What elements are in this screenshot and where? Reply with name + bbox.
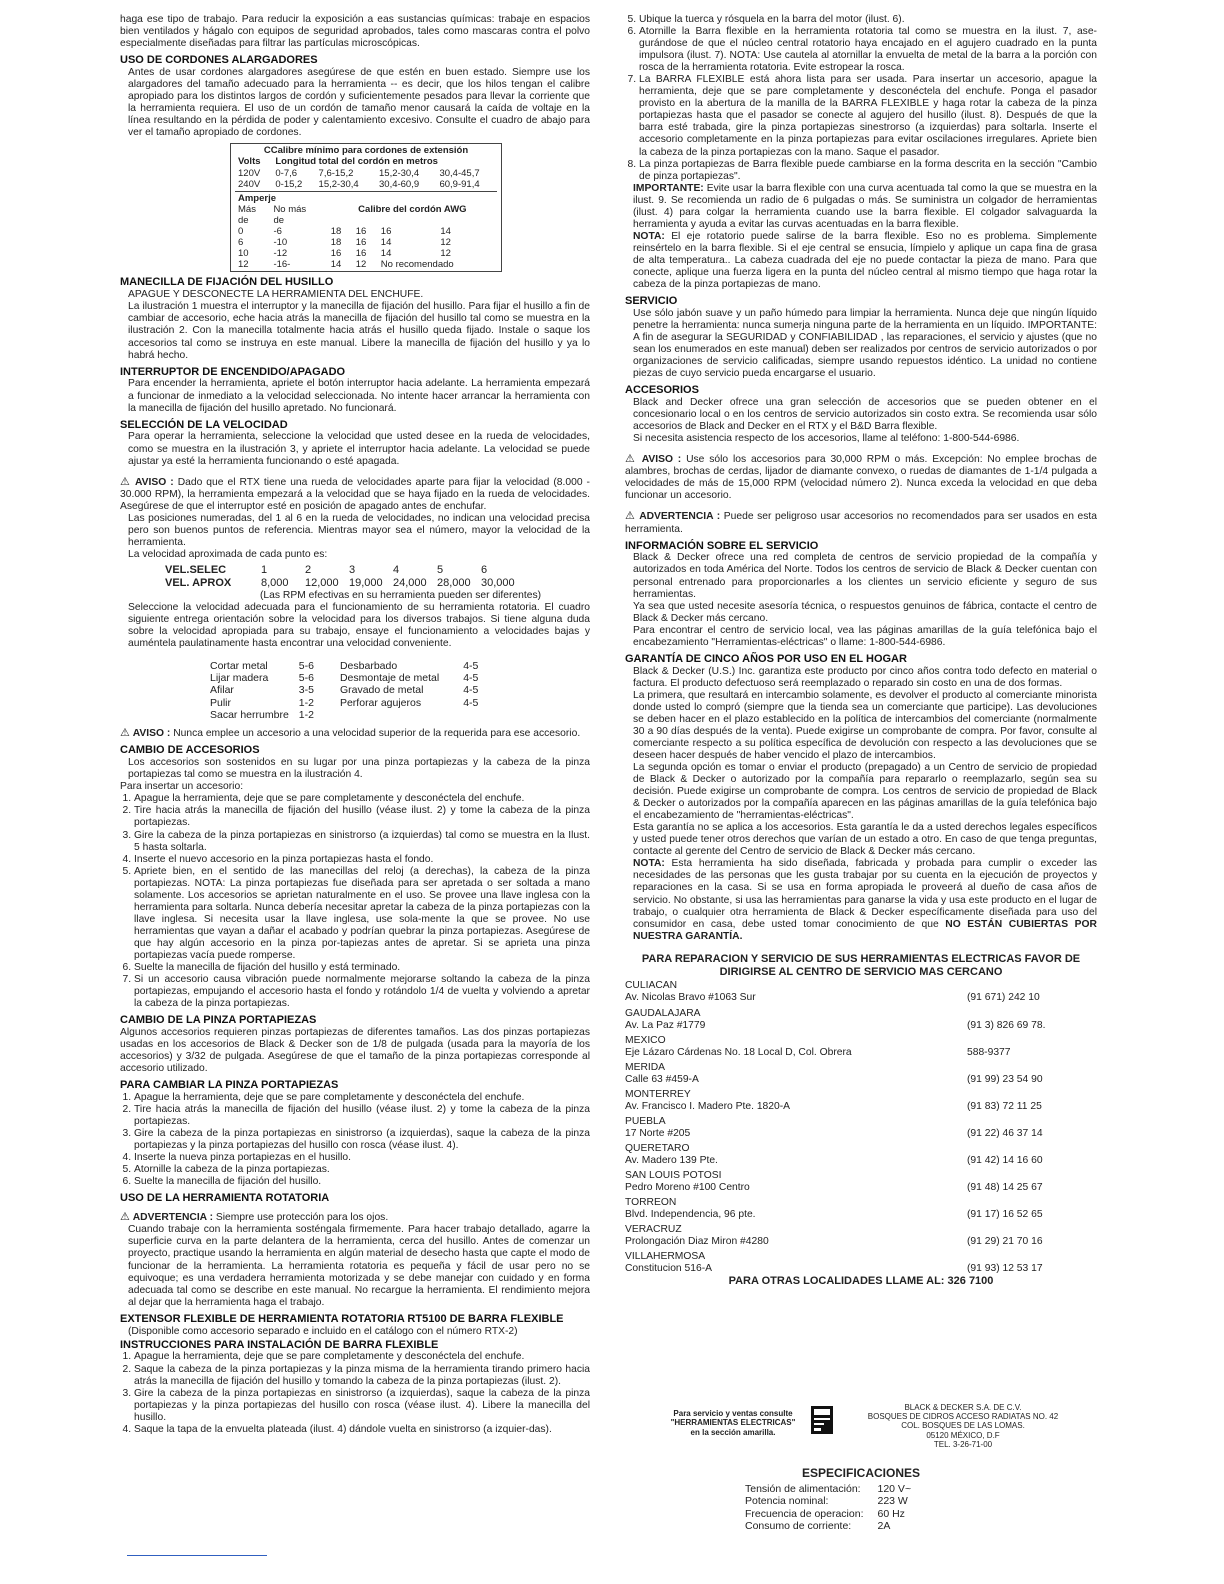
center-address: Blvd. Independencia, 96 pte. <box>625 1209 756 1221</box>
cell: 4-5 <box>463 684 479 697</box>
positions-paragraph: Las posiciones numeradas, del 1 al 6 en la rueda de velocidades, no indican una velocidad precisa pero son buenos puntos de referencia. Mientras mayor sea el número, mayor la velocidad de la herramienta. <box>128 512 590 548</box>
cell: 12,000 <box>305 576 339 589</box>
center-phone: (91 671) 242 10 <box>967 992 1040 1004</box>
de-label: de <box>238 214 249 226</box>
extensor-subtitle: (Disponible como accesorio separado e incluido en el catálogo con el número RTX-2) <box>128 1325 518 1337</box>
vel-selec-row <box>165 564 521 577</box>
cell: 28,000 <box>437 576 471 589</box>
address-line: COL. BOSQUES DE LAS LOMAS. <box>901 1421 1025 1431</box>
app-row <box>210 660 488 672</box>
advertencia-label: ADVERTENCIA : <box>132 1212 214 1224</box>
nota-paragraph <box>625 231 1097 291</box>
amp-row <box>235 226 497 237</box>
service-paragraph: Use sólo jabón suave y un paño húmedo para limpiar la herramienta. Nunca deje que ningún líquido penetre la herramienta: nunca sumerja ninguna parte de la herramienta en un líquido. IMPORTANTE: A fin de asegurar la SEGURIDAD y CONFIABILIDAD , las reparaciones, el servicio y ajustes (que no sean los enumerados en este manual) deben ser realizados por centros de servicio autorizados o por organizaciones de servicio calificadas, siempre usando repuestos idéntico. La unidad no contiene piezas de cuyo servicio pueda encargarse el usuario. <box>633 307 1097 380</box>
footer-address <box>848 1403 1078 1449</box>
center-phone: 588-9377 <box>967 1046 1011 1058</box>
volt-row <box>235 168 497 179</box>
center-phone: (91 93) 12 53 17 <box>967 1263 1043 1275</box>
importante-text: Evite usar la barra flexible con una curva acentuada tal como la que se muestra en la ilust. 9. Se recomienda un radio de 6 pulgadas o más. Se suministra un colgador de herramientas (ilust. 4) para colgar la herramienta cuando use la barra flexible. El colgador salvaguarda la herramienta y ayuda a evitar las curvas acentuadas en la barra flexible. <box>633 182 1097 230</box>
cell: Desbarbado <box>339 659 398 672</box>
cell: 19,000 <box>349 576 383 589</box>
warranty-paragraph: La primera, que resultará en intercambio solamente, es devolver el producto al comerciante minorista donde usted lo compró (siempre que la tienda sea un comerciante que participe). Las devoluciones se deben hacer en el plazo establecido en la política de intercambios del comerciante (normalmente 30 a 90 días después de la venta). Puede exigirse un comprobante de compra. Por favor, consulte al comerciante respecto a su política específica de devolución con respecto a las devoluciones que se deseen hacer después de haber vencido el plazo de intercambios. <box>633 689 1097 761</box>
cell: 1 <box>261 563 268 576</box>
cell: 1-2 <box>298 696 314 709</box>
cord-table-title: CCalibre mínimo para cordones de extensión <box>263 145 469 157</box>
spec-row <box>745 1483 925 1495</box>
spec-value: 60 Hz <box>877 1507 905 1520</box>
cell: 5 <box>437 563 444 576</box>
cell: 5-6 <box>298 672 314 685</box>
amp-row <box>235 237 497 248</box>
speed-heading: SELECCIÓN DE LA VELOCIDAD <box>120 418 288 431</box>
install-steps-list <box>120 1351 590 1435</box>
center-address: Eje Lázaro Cárdenas No. 18 Local D, Col. Obrera <box>625 1046 852 1058</box>
cell: 4-5 <box>463 672 479 685</box>
spec-row <box>745 1495 925 1507</box>
nota-paragraph <box>625 858 1097 942</box>
cell: Pulir <box>210 696 232 709</box>
list-item: 4. Saque la tapa de la envuelta plateada (ilust. 4) dándole vuelta en sinistrorso (a izquier-das). <box>134 1424 590 1436</box>
spec-label: Potencia nominal: <box>745 1495 829 1508</box>
specifications-heading: ESPECIFICACIONES <box>801 1466 921 1480</box>
warning-icon: ⚠ <box>120 727 130 740</box>
length-header: Longitud total del cordón en metros <box>275 156 438 168</box>
left-column <box>120 14 590 1436</box>
collet-steps-list <box>120 1092 590 1188</box>
app-row <box>210 697 488 709</box>
warranty-paragraph: Black & Decker (U.S.) Inc. garantiza este producto por cinco años contra todo defecto en material o factura. El producto defectuoso será reemplazado o reparado sin costo en una de dos formas. <box>633 665 1097 689</box>
nota-text: Esta herramienta ha sido diseñada, fabricada y probada para cumplir o exceder las necesidades de las personas que les gusta trabajar por su cuenta en la ejecución de proyectos y reparaciones en la casa. Si se usa en forma apropiada le proveerá al dueño de casa años de servicio. No obstante, si usa las herramientas para ganarse la vida y usa este producto en el lugar de trabajo, o cualquier otra herramienta de Black & Decker específicamente diseñada para uso del consumidor en casa, debe usted tomar conocimiento de que <box>633 858 1097 930</box>
amp-header: Amperje <box>238 192 277 204</box>
vel-aprox-label: VEL. APROX <box>165 576 232 589</box>
center-address: 17 Norte #205 <box>625 1127 691 1139</box>
center-row <box>625 1209 1097 1221</box>
install-steps-list-cont <box>625 14 1097 183</box>
center-city: PUEBLA <box>625 1115 666 1127</box>
spec-value: 223 W <box>877 1495 908 1508</box>
switch-heading: INTERRUPTOR DE ENCENDIDO/APAGADO <box>120 365 346 378</box>
warranty-heading: GARANTÍA DE CINCO AÑOS POR USO EN EL HOGAR <box>625 652 907 665</box>
app-row <box>210 672 488 684</box>
list-item: 5. Ubique la tuerca y rósquela en la barra del motor (ilust. 6). <box>639 14 1097 26</box>
nota-text: El eje rotatorio puede salirse de la barra flexible. Eso no es problema. Simplemente reinsértelo en la barra flexible. Si el eje central se ensucia, límpielo y aplique un capa fina de grasa de alta temperatura.. La cabeza cuadrada del eje no puede contactar la pieza de mano. Para que conecte, aplique una fuerza ligera en la punta del núcleo central al mismo tiempo que haga rotar la cabeza de la pinza portapiezas de mano. <box>633 230 1097 291</box>
accessories-paragraph: Black and Decker ofrece una gran selección de accesorios que se pueden obtener en el concesionario local o en los centros de servicio autorizados sin costo extra. Se recomienda usar sólo accesorios de Black and Decker en el RTX y el B&D Barra flexible. <box>633 397 1097 433</box>
cell: 6 <box>481 563 488 576</box>
cell: Cortar metal <box>210 659 268 672</box>
list-item: 4. Inserte la nueva pinza portapiezas en el husillo. <box>134 1152 590 1164</box>
list-item: 3. Gire la cabeza de la pinza portapiezas en sinistrorso (a izquierdas), saque la cabeza de la pinza portapiezas y la pinza portapiezas del husillo con rosca (véase ilust. 4). <box>134 1128 590 1152</box>
cord-gauge-table <box>230 143 502 272</box>
center-row <box>625 1020 1097 1032</box>
cell: 16 <box>355 237 367 249</box>
cell: 30,4-45,7 <box>439 167 480 179</box>
cell: 18 <box>330 237 342 249</box>
cell: 14 <box>380 248 392 260</box>
cell: 24,000 <box>393 576 427 589</box>
cell: 10 <box>238 248 249 260</box>
cell: -12 <box>273 248 288 260</box>
warning-icon: ⚠ <box>625 510 636 523</box>
center-row <box>625 992 1097 1004</box>
advertencia-text: Siempre use protección para los ojos. <box>215 1212 389 1224</box>
center-address: Prolongación Diaz Miron #4280 <box>625 1236 769 1248</box>
cell: 0-15,2 <box>275 178 303 190</box>
right-column <box>625 14 1097 1288</box>
cell: 2 <box>305 563 312 576</box>
cell: Sacar herrumbre <box>210 709 289 722</box>
nota-label: NOTA: <box>633 230 665 242</box>
service-centers-table <box>625 980 1097 1275</box>
divider-line <box>127 1555 267 1556</box>
aviso-label: AVISO : <box>641 454 682 466</box>
list-item: 2. Tire hacia atrás la manecilla de fijación del husillo (véase ilust. 2) y tome la cabeza de la pinza portapiezas. <box>134 1104 590 1128</box>
center-row <box>625 1047 1097 1059</box>
accessories-heading: ACCESORIOS <box>625 384 699 397</box>
repair-heading: PARA REPARACION Y SERVICIO DE SUS HERRAMIENTAS ELECTRICAS FAVOR DE DIRIGIRSE AL CENTRO DE SERVICIO MAS CERCANO <box>641 952 1081 978</box>
use-paragraph: Cuando trabaje con la herramienta sosténgala firmemente. Para hacer trabajo detallado, agarre la superficie curva en la parte delantera de la herramienta, cerca del husillo. Antes de comenzar un proyecto, practique usando la herramienta en algún material de desecho hasta que capte el modo de funcionar de la herramienta. La herramienta rotatoria es pequeña y fácil de usar pero no se equivoque; es una verdadera herramienta motorizada y se debe manejar con cuidado y en forma adecuada tal como se describe en este manual. No recargue la herramienta. El rendimiento mejora al dejar que la herramienta haga el trabajo. <box>128 1224 590 1308</box>
center-city: QUERETARO <box>625 1143 690 1154</box>
insert-line: Para insertar un accesorio: <box>120 781 244 793</box>
cell: 14 <box>380 237 392 249</box>
advertencia-label: ADVERTENCIA : <box>639 511 721 523</box>
vel-aprox-row <box>165 577 521 590</box>
cell: 7,6-15,2 <box>318 167 354 179</box>
acc-change-heading: CAMBIO DE ACCESORIOS <box>120 744 260 757</box>
advertencia-paragraph <box>120 1211 590 1224</box>
center-row <box>625 1236 1097 1248</box>
center-address: Pedro Moreno #100 Centro <box>625 1182 750 1194</box>
center-row <box>625 1155 1097 1167</box>
cell: 60,9-91,4 <box>439 178 480 190</box>
cell: 4-5 <box>463 659 479 672</box>
spec-label: Frecuencia de operacion: <box>745 1507 864 1520</box>
cell: 16 <box>355 226 367 238</box>
amp-row <box>235 259 497 270</box>
list-item: 3. Gire la cabeza de la pinza portapiezas en sinistrorso (a izquierdas) tal como se muestra en la Ilust. 5 hasta soltarla. <box>134 830 590 854</box>
cords-paragraph: Antes de usar cordones alargadores asegúrese de que estén en buen estado. Siempre use los alargadores del tamaño adecuado para la herramienta -- es decir, que los hilos tengan el calibre apropiado para los distintos largos de cordón y suficientemente pesados para llevar la corriente que la herramienta requiera. El uso de un cordón de tamaño menor causará la caída de voltaje en la línea resultando en la pérdida de poder y calentamiento excesivo. Consulte el cuadro de abajo para ver el tamaño apropiado de cordones. <box>128 67 590 139</box>
center-address: Av. Madero 139 Pte. <box>625 1155 718 1167</box>
aviso-label: AVISO : <box>135 476 174 488</box>
cell: 12 <box>440 248 451 260</box>
cell: 120V <box>238 167 261 179</box>
importante-paragraph <box>625 183 1097 231</box>
aviso-paragraph <box>120 727 590 740</box>
specifications-table <box>745 1483 925 1532</box>
cell: Gravado de metal <box>339 684 424 697</box>
center-city: VILLAHERMOSA <box>625 1251 706 1263</box>
service-info-paragraph: Para encontrar el centro de servicio local, vea las páginas amarillas de la guía telefónica bajo el encabezamiento "Herramientas-eléctricas" o llame: 1-800-544-6986. <box>633 624 1097 648</box>
collet-how-heading: PARA CAMBIAR LA PINZA PORTAPIEZAS <box>120 1079 339 1092</box>
aviso-text: Nunca emplee un accesorio a una velocidad superior de la requerida para ese accesorio. <box>173 728 581 740</box>
cell: 0-7,6 <box>275 167 298 179</box>
spindle-heading: MANECILLA DE FIJACIÓN DEL HUSILLO <box>120 276 334 289</box>
cord-volts-table <box>235 156 497 189</box>
list-item: 7. Si un accesorio causa vibración puede normalmente mejorarse soltando la cabeza de la pinza portapiezas, empujando el accesorio hasta el fondo y rotándolo 1/4 de vuelta y volviendo a apretar la cabeza de la pinza portapiezas. <box>134 974 590 1010</box>
cell: 5-6 <box>298 659 314 672</box>
warranty-paragraph: La segunda opción es tomar o enviar el producto (prepagado) a un Centro de servicio de propiedad de Black & Decker o autorizado por la compañía para repararlo o reemplazarlo, según sea su decisión. Puede exigirse un comprobante de compra. Los centros de servicio de propiedad de Black & Decker o autorizados por la compañía aparecen en las páginas amarillas de la guía telefónica bajo el encabezamiento de "herramientas-eléctricas". <box>633 762 1097 822</box>
footer-left-note: Para servicio y ventas consulte "HERRAMIENTAS ELECTRICAS" en la sección amarilla. <box>670 1409 796 1437</box>
rpm-note: (Las RPM efectivas en su herramienta pueden ser diferentes) <box>260 589 542 601</box>
advertencia-text: Puede ser peligroso usar accesorios no recomendados para ser usados en esta herramienta. <box>625 511 1097 535</box>
cell: 15,2-30,4 <box>318 178 359 190</box>
speed-paragraph: Para operar la herramienta, seleccione la velocidad que usted desee en la rueda de velocidades, como se muestra en la ilustración 3, y apriete el interruptor hacia adelante. La velocidad se puede ajustar ya esté la herramienta funcionando o esté apagada. <box>128 431 590 467</box>
center-address: Av. Francisco I. Madero Pte. 1820-A <box>625 1100 791 1112</box>
list-item: 3. Gire la cabeza de la pinza portapiezas en sinistrorso (a izquierdas), saque la cabeza de la pinza portapiezas y la pinza portapiezas del husillo con rosca (véase ilust. 4). Libere la manecilla del husillo. <box>134 1388 590 1424</box>
center-city: MERIDA <box>625 1061 666 1073</box>
vel-selec-label: VEL.SELEC <box>165 563 227 576</box>
list-item: 7. La BARRA FLEXIBLE está ahora lista para ser usada. Para insertar un accesorio, apague la herramienta, deje que se pare completamente y desconéctela del enchufe. Ponga el pasador provisto en la abertura de la manilla de la BARRA FLEXIBLE y haga rotar la cabeza de la pinza portapiezas hasta que el pasador se conecte al agujero del husillo (ilust. 8). Después de que la barra esté trabada, gire la pinza portapiezas sinestrorso (a izquierdas) para soltarla. Inserte el accesorio completamente en la pinza portapiezas para evitar oscilaciones irregulares. Apriete bien la cabeza de la pinza portapiezas con la mano. Saque el pasador. <box>639 74 1097 158</box>
install-heading: INSTRUCCIONES PARA INSTALACIÓN DE BARRA FLEXIBLE <box>120 1338 439 1351</box>
center-city: MEXICO <box>625 1034 666 1046</box>
cell: 16 <box>380 226 392 238</box>
center-city: SAN LOUIS POTOSI <box>625 1170 722 1182</box>
cord-amp-table <box>235 193 497 271</box>
service-info-heading: INFORMACIÓN SOBRE EL SERVICIO <box>625 539 819 552</box>
importante-label: IMPORTANTE: <box>633 182 704 194</box>
list-item: 4. Inserte el nuevo accesorio en la pinza portapiezas hasta el fondo. <box>134 854 590 866</box>
cell: Lijar madera <box>210 672 269 685</box>
speed-table <box>165 564 521 590</box>
spec-value: 2A <box>877 1519 891 1532</box>
cell: 12 <box>355 259 367 271</box>
cell: 240V <box>238 178 261 190</box>
nota-bold-text: NO ESTÁN CUBIERTAS POR NUESTRA GARANTÍA. <box>633 918 1097 942</box>
cell: No recomendado <box>380 259 454 271</box>
cell: Afilar <box>210 684 234 697</box>
center-row <box>625 1128 1097 1140</box>
use-heading: USO DE LA HERRAMIENTA ROTATORIA <box>120 1192 330 1205</box>
warning-icon: ⚠ <box>120 1211 130 1224</box>
list-item: 6. Suelte la manecilla de fijación del husillo y está terminado. <box>134 962 590 974</box>
nomas-label: No más <box>273 203 307 215</box>
cell: 16 <box>330 248 342 260</box>
volt-row <box>235 179 497 190</box>
aviso-label: AVISO : <box>132 728 171 740</box>
cell: Desmontaje de metal <box>339 672 440 685</box>
center-city: VERACRUZ <box>625 1224 682 1236</box>
cell: 18 <box>330 226 342 238</box>
list-item: 1. Apague la herramienta, deje que se pare completamente y desconéctela del enchufe. <box>134 793 590 805</box>
center-phone: (91 22) 46 37 14 <box>967 1127 1043 1139</box>
center-address: Av. Nicolas Bravo #1063 Sur <box>625 992 756 1004</box>
list-item: 1. Apague la herramienta, deje que se pare completamente y desconéctela del enchufe. <box>134 1092 590 1104</box>
center-city: TORREON <box>625 1197 677 1209</box>
acc-steps-list <box>120 793 590 1010</box>
spec-row <box>745 1520 925 1532</box>
center-phone: (91 29) 21 70 16 <box>967 1236 1043 1248</box>
collet-change-heading: CAMBIO DE LA PINZA PORTAPIEZAS <box>120 1014 317 1027</box>
cell: 14 <box>440 226 451 238</box>
center-address: Av. La Paz #1779 <box>625 1019 706 1031</box>
cell: 30,000 <box>481 576 515 589</box>
switch-paragraph: Para encender la herramienta, apriete el botón interruptor hacia adelante. La herramienta empezará a funcionar de inmediato a la velocidad seleccionada. No intente hacer arrancar la herramienta con la manecilla de fijación del husillo apretado. No funcionará. <box>128 378 590 414</box>
list-item: 2. Tire hacia atrás la manecilla de fijación del husillo (véase ilust. 2) y tome la cabeza de la pinza portapiezas. <box>134 805 590 829</box>
applications-table <box>210 660 488 721</box>
spec-row <box>745 1508 925 1520</box>
cell: 1-2 <box>298 709 314 722</box>
center-city: MONTERREY <box>625 1088 691 1100</box>
advertencia-paragraph <box>625 510 1097 535</box>
warning-icon: ⚠ <box>625 453 637 466</box>
address-line: TEL. 3-26-71-00 <box>933 1439 993 1449</box>
cell: 4 <box>393 563 400 576</box>
nota-label: NOTA: <box>633 858 665 870</box>
address-line: BOSQUES DE CIDROS ACCESO RADIATAS NO. 42 <box>867 1412 1059 1422</box>
cell: -10 <box>273 237 288 249</box>
cell: 12 <box>238 259 249 271</box>
spec-value: 120 V~ <box>877 1483 912 1495</box>
intro-paragraph: haga ese tipo de trabajo. Para reducir la exposición a eas sustancias químicas: trabaje en espacios bien ventilados y hágalo con equipos de seguridad aprobados, tales como mascaras contra el polvo especialmente diseñadas para filtrar las partículas microscópicas. <box>120 14 590 50</box>
list-item: 5. Atornille la cabeza de la pinza portapiezas. <box>134 1164 590 1176</box>
center-phone: (91 99) 23 54 90 <box>967 1073 1043 1085</box>
select-paragraph: Seleccione la velocidad adecuada para el funcionamiento de su herramienta rotatoria. El cuadro siguiente entrega orientación sobre la velocidad para los diversos trabajos. Si tiene alguna duda sobre la velocidad apropiada para su trabajo, ensaye el funcionamiento a velocidades bajas y auméntela paulatinamente hasta encontrar una velocidad conveniente. <box>128 601 590 649</box>
spindle-line: APAGUE Y DESCONECTE LA HERRAMIENTA DEL ENCHUFE. <box>128 289 424 301</box>
approx-line: La velocidad aproximada de cada punto es: <box>128 548 328 560</box>
center-row <box>625 1101 1097 1113</box>
phone-book-logo-icon <box>810 1405 834 1435</box>
center-phone: (91 3) 826 69 78. <box>967 1019 1046 1031</box>
collet-change-paragraph: Algunos accesorios requieren pinzas portapiezas de diferentes tamaños. Las dos pinzas portapiezas usadas en los accesorios de Black & Decker son de 1/8 de pulgada (usada para la mayoría de los accesorios) y 3/32 de pulgada. Asegúrese de que el tamaño de la pinza portapiezas corresponde al accesorio utilizado. <box>120 1027 590 1075</box>
aviso-paragraph <box>625 453 1097 502</box>
other-locations-line: PARA OTRAS LOCALIDADES LLAME AL: 326 7100 <box>728 1275 994 1288</box>
cell: 12 <box>440 237 451 249</box>
center-phone: (91 42) 14 16 60 <box>967 1155 1043 1167</box>
list-item: 5. Apriete bien, en el sentido de las manecillas del reloj (a derechas), la cabeza de la pinza portapiezas. NOTA: La pinza portapiezas fue diseñada para ser apretada o ser soltada a mano solamente. Los accesorios se aprietan naturalmente en el uso. Se provee una llave inglesa con la herramienta para soltarla. Nunca debería necesitar apretar la cabeza de la pinza portapiezas con la llave inglesa. Si necesita usar la llave inglesa, use sola-mente la que se provee. No use herramientas que vayan a dañar el acabado y podrían quebrar la pinza portapiezas. Asegúrese de que hay algún accesorio en la pinza por-tapiezas antes de apretar. Si se aprieta una pinza portapiezas vacía puede romperse. <box>134 866 590 962</box>
spec-label: Consumo de corriente: <box>745 1519 852 1532</box>
cell: 15,2-30,4 <box>379 167 420 179</box>
spindle-paragraph: La ilustración 1 muestra el interruptor y la manecilla de fijación del husillo. Para fijar el husillo a fin de cambiar de accesorio, eche hacia atrás la manecilla de fijación del husillo tal como se muestra en la ilustración 2. Con la manecilla totalmente hacia atrás el husillo queda fijado. Instale o saque los accesorios tal como se instruya en este manual. Libere la manecilla de fijación del husillo y ya lo habrá hecho. <box>128 301 590 361</box>
cell: -16- <box>273 259 291 271</box>
spec-label: Tensión de alimentación: <box>745 1483 861 1495</box>
cell: 3-5 <box>298 684 314 697</box>
service-info-paragraph: Black & Decker ofrece una red completa de centros de servicio propiedad de la compañía y autorizados en toda América del Norte. Todos los centros de servicio de Black & Decker cuentan con personal entrenado para proporcionarles a los clientes un servicio eficiente y seguro de sus herramientas. <box>633 552 1097 600</box>
aviso-text: Use sólo los accesorios para 30,000 RPM o más. Excepción: No emplee brochas de alambres, brochas de cerdas, lijador de diamante convexo, o ruedas de diamantes de 1-1/4 pulgada a velocidades de más de 15,000 RPM (velocidad número 2). Nunca exceda la velocidad en que deba funcionar un accesorio. <box>625 454 1097 502</box>
cell: 3 <box>349 563 356 576</box>
volts-header: Volts <box>238 156 261 168</box>
cell: Perforar agujeros <box>339 696 422 709</box>
amp-row <box>235 248 497 259</box>
center-row <box>625 1263 1097 1275</box>
center-phone: (91 48) 14 25 67 <box>967 1182 1043 1194</box>
app-row <box>210 709 488 721</box>
app-row <box>210 684 488 696</box>
list-item: 1. Apague la herramienta, deje que se pare completamente y desconéctela del enchufe. <box>134 1351 590 1363</box>
service-heading: SERVICIO <box>625 295 678 308</box>
accessories-phone: Si necesita asistencia respecto de los accesorios, llame al teléfono: 1-800-544-6986. <box>633 433 1020 445</box>
center-address: Constitucion 516-A <box>625 1263 713 1275</box>
aviso-paragraph <box>120 476 590 513</box>
list-item: 2. Saque la cabeza de la pinza portapiezas y la pinza misma de la herramienta tirando primero hacia atrás la manecilla de fijación del husillo y tomando la cabeza de la pinza portapiezas (ilust. 2). <box>134 1364 590 1388</box>
cell: 6 <box>238 237 244 249</box>
cell: -6 <box>273 226 282 238</box>
cords-heading: USO DE CORDONES ALARGADORES <box>120 54 318 67</box>
center-phone: (91 17) 16 52 65 <box>967 1209 1043 1221</box>
center-row <box>625 1182 1097 1194</box>
de-label: de <box>273 214 285 226</box>
center-city: CULIACAN <box>625 980 678 992</box>
address-line: 05120 MÉXICO, D.F <box>926 1430 1000 1440</box>
cell: 8,000 <box>261 576 289 589</box>
center-row <box>625 1074 1097 1086</box>
warranty-paragraph: Esta garantía no se aplica a los accesorios. Esta garantía le da a usted derechos legales específicos y usted puede tener otros derechos que varían de un estado a otro. En caso de que tenga preguntas, contacte al gerente del Centro de servicio de Black & Decker más cercano. <box>633 822 1097 858</box>
mas-label: Más <box>238 203 256 215</box>
address-line: BLACK & DECKER S.A. DE C.V. <box>904 1403 1022 1412</box>
center-phone: (91 83) 72 11 25 <box>967 1100 1042 1112</box>
cell: 16 <box>355 248 367 260</box>
cell: 14 <box>330 259 342 271</box>
warning-icon: ⚠ <box>120 475 131 488</box>
extensor-heading: EXTENSOR FLEXIBLE DE HERRAMIENTA ROTATORIA RT5100 DE BARRA FLEXIBLE <box>120 1312 564 1325</box>
center-city: GAUDALAJARA <box>625 1007 701 1019</box>
aviso-text: Dado que el RTX tiene una rueda de velocidades aparte para fijar la velocidad (8.000 - 30.000 RPM), la herramienta empezará a la velocidad que se haya fijado en la rueda de velocidades. Asegúrese de que el interruptor esté en posición de apagado antes de enchufar. <box>120 476 590 512</box>
service-info-paragraph: Ya sea que usted necesite asesoría técnica, o respuestos genuinos de fábrica, contacte el centro de Black & Decker más cercano. <box>633 600 1097 624</box>
list-item: 6. Suelte la manecilla de fijación del husillo. <box>134 1176 590 1188</box>
cell: 30,4-60,9 <box>379 178 420 190</box>
cell: 0 <box>238 226 244 238</box>
center-address: Calle 63 #459-A <box>625 1073 699 1085</box>
awg-header: Calibre del cordón AWG <box>358 203 467 215</box>
list-item: 8. La pinza portapiezas de Barra flexible puede cambiarse en la forma descrita en la sección "Cambio de pinza portapiezas". <box>639 159 1097 183</box>
list-item: 6. Atornille la Barra flexible en la herramienta rotatoria tal como se muestra en la ilust. 7, ase-gurándose de que el núcleo central rotatorio haya encajado en el agujero cuadrado en la punta impulsora (ilust. 7). NOTA: Use cautela al atornillar la envuelta de metal de la barra a la porción con rosca de la herramienta rotatoria. Evite estropear la rosca. <box>639 26 1097 74</box>
acc-change-paragraph: Los accesorios son sostenidos en su lugar por una pinza portapiezas y la cabeza de la pinza portapiezas tal como se muestra en la ilustración 4. <box>128 757 590 781</box>
cell: 4-5 <box>463 696 479 709</box>
